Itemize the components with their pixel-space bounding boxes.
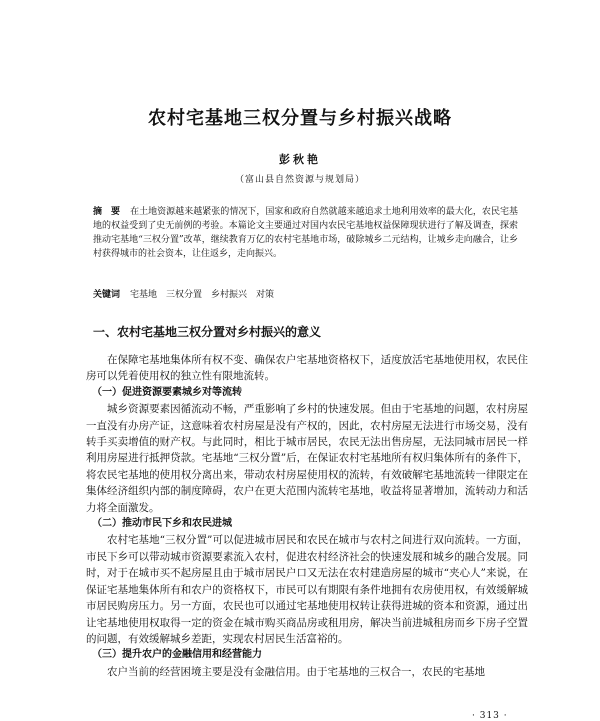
section-heading: 一、农村宅基地三权分置对乡村振兴的意义 xyxy=(93,325,322,339)
section-intro-paragraph: 在保障宅基地集体所有权不变、确保农户宅基地资格权下，适度放活宅基地使用权，农民住房可以凭着使用权的独立性有限地流转。 xyxy=(86,354,528,383)
abstract-block xyxy=(93,205,518,261)
keywords-text: 宅基地 三权分置 乡村振兴 对策 xyxy=(130,290,275,300)
author-name: 彭秋艳 xyxy=(279,153,321,166)
subsection-title-2: （二）推动市民下乡和农民进城 xyxy=(92,518,232,530)
keywords-block xyxy=(93,288,518,302)
subsection-title-3: （三）提升农户的金融信用和经营能力 xyxy=(92,649,262,661)
keywords-label: 关键词 xyxy=(93,290,121,300)
abstract-text: 在土地资源越来越紧张的情况下，国家和政府自然就越来越追求土地利用效率的最大化，农民宅基地的权益受到了史无前例的考验。本篇论文主要通过对国内农民宅基地权益保障现状进行了解及调查，探索推动宅基地“三权分置”改革，继续教育万亿的农村宅基地市场，破除城乡二元结构，让城乡走向融合，让乡村获得城市的社会资本，让住返乡，走向振兴。 xyxy=(93,207,518,259)
paper-title: 农村宅基地三权分置与乡村振兴战略 xyxy=(148,108,452,129)
page-number: · 313 · xyxy=(472,711,508,721)
subsection-paragraph-2: 农村宅基地“三权分置”可以促进城市居民和农民在城市与农村之间进行双向流转。一方面，市民下乡可以带动城市资源要素流入农村，促进农村经济社会的快速发展和城乡的融合发展。同时，对于在城市买不起房屋且由于城市居民户口又无法在农村建造房屋的城市“夹心人”来说，在保证宅基地集体所有和农户的资格权下，市民可以有期限有条件地拥有农房使用权，有效缓解城市居民购房压力。另一方面，农民也可以通过宅基地使用权转让获得进城的资本和资源，通过出让宅基地使用权取得一定的资金在城市购买商品房或租用房，解决当前进城租房而乡下房子空置的问题，有效缓解城乡差距，实现农村居民生活富裕的。 xyxy=(86,534,528,645)
section-body xyxy=(86,352,528,680)
subsection-title-1: （一）促进资源要素城乡对等流转 xyxy=(92,386,242,398)
subsection-paragraph-1: 城乡资源要素因循流动不畅，严重影响了乡村的快速发展。但由于宅基地的问题，农村房屋一直没有办房产证，这意味着农村房屋是没有产权的，因此，农村房屋无法进行市场交易，没有转手买卖增值的财产权。与此同时，相比于城市居民，农民无法出售房屋，无法同城市居民一样利用房屋进行抵押贷款。宅基地“三权分置”后，在保证农村宅基地所有权归集体所有的条件下，将农民宅基地的使用权分离出来，带动农村房屋使用权的流转，有效破解宅基地流转一律限定在集体经济组织内部的制度障碍，农户在更大范围内流转宅基地，收益将显著增加，流转动力和活力将全面激发。 xyxy=(86,403,528,514)
abstract-label: 摘 要 xyxy=(93,207,121,217)
subsection-paragraph-3: 农户当前的经营困境主要是没有金融信用。由于宅基地的三权合一，农民的宅基地 xyxy=(107,665,485,678)
author-affiliation: （富山县自然资源与规划局） xyxy=(234,175,365,185)
